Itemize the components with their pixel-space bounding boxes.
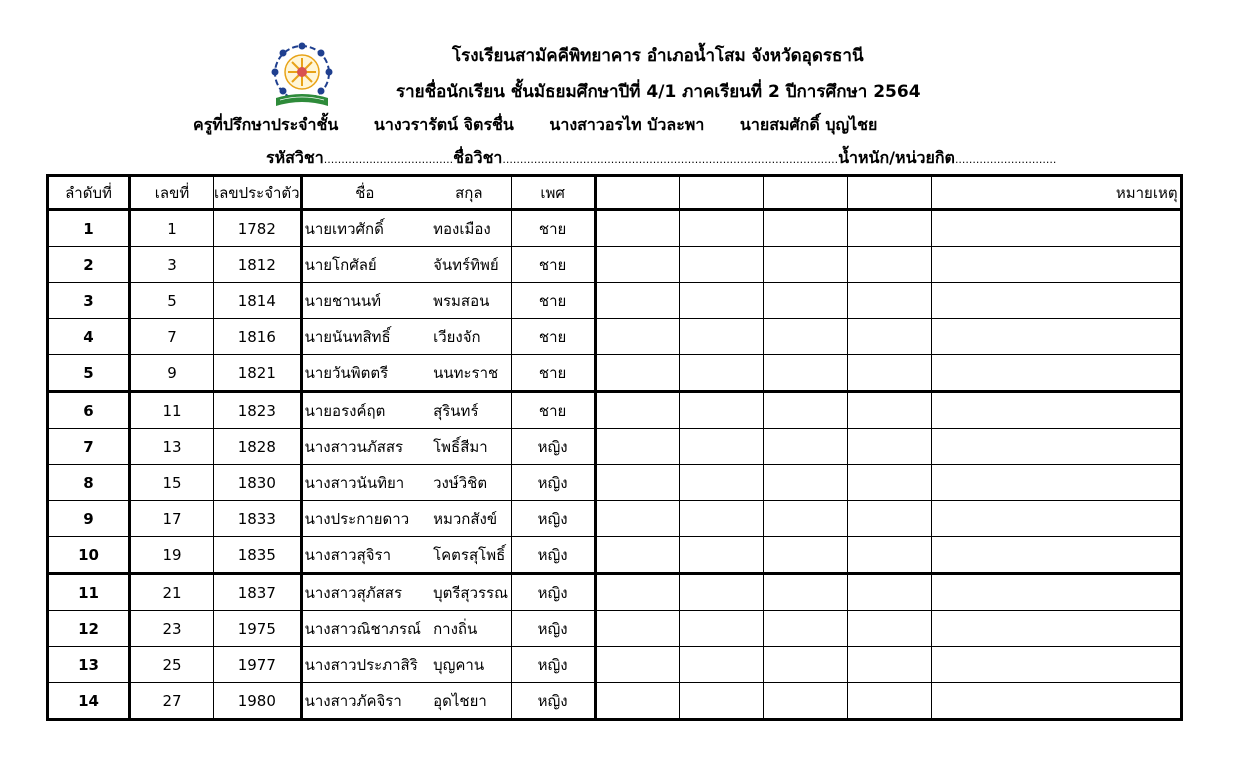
table-row xyxy=(48,247,1182,283)
blank-cell xyxy=(679,611,763,647)
last-name-cell: วงษ์วิชิต xyxy=(427,465,511,501)
last-name-cell: บุตรีสุวรรณ xyxy=(427,574,511,611)
number-cell: 15 xyxy=(130,465,214,501)
header-blank xyxy=(595,176,679,210)
sex-cell: ชาย xyxy=(511,392,595,429)
blank-cell xyxy=(679,537,763,574)
blank-cell xyxy=(847,429,931,465)
subject-name-label: ชื่อวิชา xyxy=(453,148,503,167)
order-cell: 2 xyxy=(48,247,130,283)
sex-cell: หญิง xyxy=(511,501,595,537)
sex-cell: ชาย xyxy=(511,355,595,392)
student-id-cell: 1823 xyxy=(214,392,302,429)
blank-cell xyxy=(679,283,763,319)
blank-cell xyxy=(595,574,679,611)
remark-cell xyxy=(931,537,1181,574)
school-emblem-icon xyxy=(266,40,338,112)
order-cell: 13 xyxy=(48,647,130,683)
number-cell: 27 xyxy=(130,683,214,720)
advisor-name: นางสาวอรไท บัวละพา xyxy=(549,115,705,134)
student-id-cell: 1812 xyxy=(214,247,302,283)
first-name-cell: นายชานนท์ xyxy=(301,283,427,319)
blank-cell xyxy=(763,537,847,574)
last-name-cell: โคตรสุโพธิ์ xyxy=(427,537,511,574)
remark-cell xyxy=(931,647,1181,683)
number-cell: 3 xyxy=(130,247,214,283)
blank-cell xyxy=(847,683,931,720)
blank-cell xyxy=(847,574,931,611)
student-id-cell: 1975 xyxy=(214,611,302,647)
last-name-cell: บุญคาน xyxy=(427,647,511,683)
blank-cell xyxy=(595,210,679,247)
order-cell: 6 xyxy=(48,392,130,429)
last-name-cell: อุดไชยา xyxy=(427,683,511,720)
blank-cell xyxy=(679,647,763,683)
number-cell: 23 xyxy=(130,611,214,647)
first-name-cell: นายอรงค์ฤต xyxy=(301,392,427,429)
sex-cell: ชาย xyxy=(511,283,595,319)
header-student-id: เลขประจำตัว xyxy=(214,176,302,210)
table-row xyxy=(48,501,1182,537)
table-header-row xyxy=(48,176,1182,210)
first-name-cell: นางสาวณิชาภรณ์ xyxy=(301,611,427,647)
remark-cell xyxy=(931,574,1181,611)
first-name-cell: นางสาวประภาสิริ xyxy=(301,647,427,683)
number-cell: 5 xyxy=(130,283,214,319)
blank-cell xyxy=(679,355,763,392)
sex-cell: ชาย xyxy=(511,319,595,355)
remark-cell xyxy=(931,465,1181,501)
blank-cell xyxy=(595,465,679,501)
blank-cell xyxy=(595,355,679,392)
remark-cell xyxy=(931,611,1181,647)
last-name-cell: นนทะราช xyxy=(427,355,511,392)
blank-cell xyxy=(679,392,763,429)
sex-cell: ชาย xyxy=(511,247,595,283)
blank-cell xyxy=(763,611,847,647)
blank-cell xyxy=(847,647,931,683)
school-title: โรงเรียนสามัคคีพิทยาคาร อำเภอน้ำโสม จังหวัดอุดรธานี xyxy=(452,46,864,66)
order-cell: 3 xyxy=(48,283,130,319)
blank-cell xyxy=(679,210,763,247)
blank-cell xyxy=(595,501,679,537)
last-name-cell: หมวกสังข์ xyxy=(427,501,511,537)
blank-cell xyxy=(763,465,847,501)
advisor-label: ครูที่ปรึกษาประจำชั้น xyxy=(193,115,339,134)
blank-cell xyxy=(763,574,847,611)
number-cell: 25 xyxy=(130,647,214,683)
advisor-name: นางวรารัตน์ จิตรชื่น xyxy=(373,115,514,134)
advisor-name: นายสมศักดิ์ บุญไชย xyxy=(739,115,878,134)
blank-cell xyxy=(763,247,847,283)
student-roster-table xyxy=(46,174,1183,721)
student-id-cell: 1833 xyxy=(214,501,302,537)
blank-cell xyxy=(679,429,763,465)
header-order: ลำดับที่ xyxy=(48,176,130,210)
student-id-cell: 1837 xyxy=(214,574,302,611)
blank-cell xyxy=(595,392,679,429)
order-cell: 5 xyxy=(48,355,130,392)
blank-cell xyxy=(847,355,931,392)
first-name-cell: นางสาวนันทิยา xyxy=(301,465,427,501)
first-name-cell: นางสาวนภัสสร xyxy=(301,429,427,465)
blank-cell xyxy=(763,647,847,683)
student-id-cell: 1828 xyxy=(214,429,302,465)
student-id-cell: 1814 xyxy=(214,283,302,319)
table-row xyxy=(48,683,1182,720)
blank-cell xyxy=(847,537,931,574)
blank-cell xyxy=(679,683,763,720)
blank-cell xyxy=(595,683,679,720)
sex-cell: หญิง xyxy=(511,574,595,611)
blank-cell xyxy=(847,465,931,501)
table-row xyxy=(48,392,1182,429)
blank-cell xyxy=(595,247,679,283)
remark-cell xyxy=(931,210,1181,247)
first-name-cell: นางสาวภัคจิรา xyxy=(301,683,427,720)
remark-cell xyxy=(931,429,1181,465)
blank-cell xyxy=(595,319,679,355)
order-cell: 1 xyxy=(48,210,130,247)
blank-cell xyxy=(763,355,847,392)
header-blank xyxy=(763,176,847,210)
blank-cell xyxy=(595,429,679,465)
student-id-cell: 1816 xyxy=(214,319,302,355)
table-row xyxy=(48,283,1182,319)
remark-cell xyxy=(931,319,1181,355)
header-blank xyxy=(847,176,931,210)
class-title: รายชื่อนักเรียน ชั้นมัธยมศึกษาปีที่ 4/1 ภาคเรียนที่ 2 ปีการศึกษา 2564 xyxy=(396,82,921,102)
last-name-cell: พรมสอน xyxy=(427,283,511,319)
number-cell: 1 xyxy=(130,210,214,247)
header-number: เลขที่ xyxy=(130,176,214,210)
blank-cell xyxy=(847,247,931,283)
remark-cell xyxy=(931,355,1181,392)
header-last-name: สกุล xyxy=(427,176,511,210)
blank-cell xyxy=(595,647,679,683)
blank-cell xyxy=(763,210,847,247)
table-row xyxy=(48,210,1182,247)
header-first-name: ชื่อ xyxy=(301,176,427,210)
credit-label: น้ำหนัก/หน่วยกิต xyxy=(838,148,955,167)
subject-line: รหัสวิชา.....................................ชื่อวิชา................................................................................................น้ำหนัก/หน่วยกิต............................. xyxy=(266,148,1057,167)
first-name-cell: นางสาวสุจิรา xyxy=(301,537,427,574)
last-name-cell: ทองเมือง xyxy=(427,210,511,247)
remark-cell xyxy=(931,501,1181,537)
blank-cell xyxy=(847,501,931,537)
blank-cell xyxy=(679,319,763,355)
first-name-cell: นางประกายดาว xyxy=(301,501,427,537)
subject-code-label: รหัสวิชา xyxy=(266,148,324,167)
order-cell: 9 xyxy=(48,501,130,537)
blank-cell xyxy=(847,319,931,355)
first-name-cell: นายวันพิตตรี xyxy=(301,355,427,392)
remark-cell xyxy=(931,283,1181,319)
order-cell: 10 xyxy=(48,537,130,574)
last-name-cell: สุรินทร์ xyxy=(427,392,511,429)
blank-cell xyxy=(679,247,763,283)
blank-cell xyxy=(763,501,847,537)
blank-cell xyxy=(679,465,763,501)
blank-cell xyxy=(763,319,847,355)
number-cell: 19 xyxy=(130,537,214,574)
table-row xyxy=(48,429,1182,465)
table-row xyxy=(48,574,1182,611)
table-row xyxy=(48,319,1182,355)
number-cell: 13 xyxy=(130,429,214,465)
sex-cell: หญิง xyxy=(511,429,595,465)
order-cell: 14 xyxy=(48,683,130,720)
student-id-cell: 1980 xyxy=(214,683,302,720)
first-name-cell: นายนันทสิทธิ์ xyxy=(301,319,427,355)
blank-cell xyxy=(595,283,679,319)
sex-cell: หญิง xyxy=(511,683,595,720)
order-cell: 7 xyxy=(48,429,130,465)
blank-cell xyxy=(763,283,847,319)
sex-cell: หญิง xyxy=(511,647,595,683)
blank-cell xyxy=(847,611,931,647)
number-cell: 9 xyxy=(130,355,214,392)
student-id-cell: 1782 xyxy=(214,210,302,247)
blank-cell xyxy=(679,501,763,537)
header-blank xyxy=(679,176,763,210)
table-row xyxy=(48,465,1182,501)
blank-cell xyxy=(847,210,931,247)
sex-cell: หญิง xyxy=(511,537,595,574)
header-sex: เพศ xyxy=(511,176,595,210)
table-row xyxy=(48,647,1182,683)
header-remark: หมายเหตุ xyxy=(931,176,1181,210)
sex-cell: ชาย xyxy=(511,210,595,247)
order-cell: 11 xyxy=(48,574,130,611)
blank-cell xyxy=(679,574,763,611)
sex-cell: หญิง xyxy=(511,611,595,647)
blank-cell xyxy=(763,392,847,429)
remark-cell xyxy=(931,247,1181,283)
number-cell: 21 xyxy=(130,574,214,611)
number-cell: 17 xyxy=(130,501,214,537)
order-cell: 4 xyxy=(48,319,130,355)
order-cell: 8 xyxy=(48,465,130,501)
blank-cell xyxy=(595,537,679,574)
order-cell: 12 xyxy=(48,611,130,647)
last-name-cell: จันทร์ทิพย์ xyxy=(427,247,511,283)
number-cell: 7 xyxy=(130,319,214,355)
student-id-cell: 1977 xyxy=(214,647,302,683)
last-name-cell: กางถิ่น xyxy=(427,611,511,647)
blank-cell xyxy=(847,392,931,429)
first-name-cell: นางสาวสุภัสสร xyxy=(301,574,427,611)
table-row xyxy=(48,611,1182,647)
student-id-cell: 1830 xyxy=(214,465,302,501)
blank-cell xyxy=(847,283,931,319)
last-name-cell: โพธิ์สีมา xyxy=(427,429,511,465)
blank-cell xyxy=(763,429,847,465)
remark-cell xyxy=(931,392,1181,429)
blank-cell xyxy=(595,611,679,647)
table-row xyxy=(48,355,1182,392)
student-id-cell: 1835 xyxy=(214,537,302,574)
number-cell: 11 xyxy=(130,392,214,429)
advisor-line xyxy=(193,113,907,138)
remark-cell xyxy=(931,683,1181,720)
blank-cell xyxy=(763,683,847,720)
student-id-cell: 1821 xyxy=(214,355,302,392)
sex-cell: หญิง xyxy=(511,465,595,501)
last-name-cell: เวียงจัก xyxy=(427,319,511,355)
first-name-cell: นายโกศัลย์ xyxy=(301,247,427,283)
first-name-cell: นายเทวศักดิ์ xyxy=(301,210,427,247)
table-row xyxy=(48,537,1182,574)
